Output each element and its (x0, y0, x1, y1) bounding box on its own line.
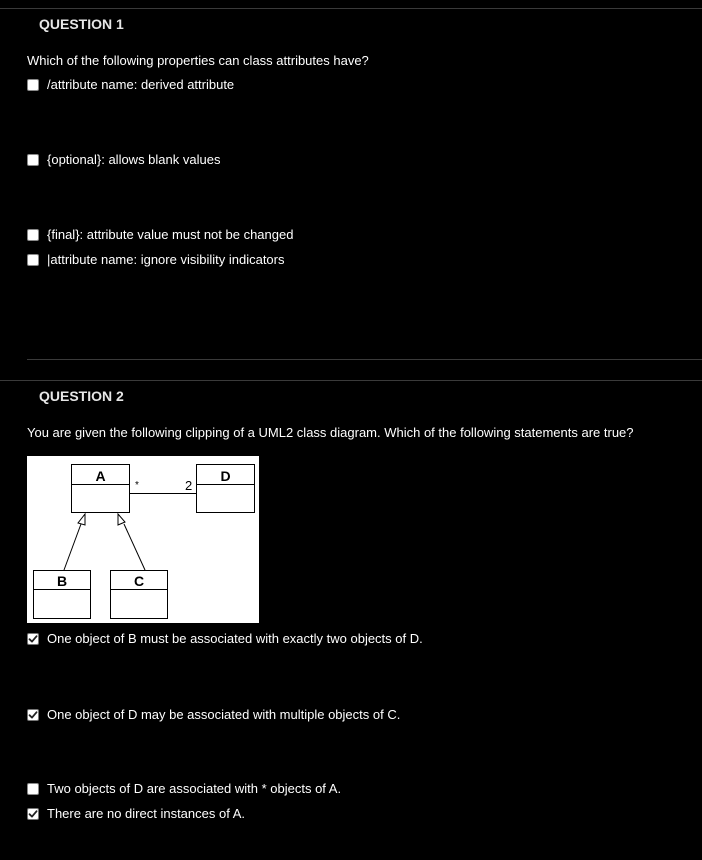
q1-option-1-label: /attribute name: derived attribute (47, 77, 235, 92)
multiplicity-a: * (135, 480, 139, 491)
class-b-name: B (56, 573, 68, 589)
q2-option-4-label: There are no direct instances of A. (47, 806, 245, 821)
uml-class-diagram (27, 456, 259, 623)
multiplicity-d: 2 (185, 478, 193, 493)
q1-option-1-checkbox[interactable] (27, 79, 39, 91)
class-c-name: C (133, 573, 145, 589)
question1-prompt: Which of the following properties can class attributes have? (27, 53, 369, 68)
q1-option-2[interactable] (27, 152, 220, 167)
q2-option-1[interactable] (27, 631, 423, 646)
checkmark-icon (28, 634, 38, 644)
q2-option-2-checkbox[interactable] (27, 709, 39, 721)
q1-option-3[interactable] (27, 227, 293, 242)
q2-option-4-checkbox[interactable] (27, 808, 39, 820)
q2-option-1-checkbox[interactable] (27, 633, 39, 645)
q1-option-1[interactable] (27, 77, 234, 92)
q2-option-3-label: Two objects of D are associated with * objects of A. (47, 781, 342, 796)
q2-option-2-label: One object of D may be associated with multiple objects of C. (47, 707, 401, 722)
question1-title: QUESTION 1 (39, 16, 124, 32)
q1-option-2-label: {optional}: allows blank values (47, 152, 221, 167)
checkmark-icon (28, 809, 38, 819)
q1-option-4[interactable] (27, 252, 285, 267)
q2-option-4[interactable] (27, 806, 245, 821)
q2-option-3-checkbox[interactable] (27, 783, 39, 795)
question2-prompt: You are given the following clipping of a UML2 class diagram. Which of the following statements are true? (27, 425, 634, 440)
q2-option-3[interactable] (27, 781, 341, 796)
q1-option-2-checkbox[interactable] (27, 154, 39, 166)
q1-option-3-checkbox[interactable] (27, 229, 39, 241)
generalization-b-a (64, 524, 81, 570)
q1-option-3-label: {final}: attribute value must not be changed (47, 227, 294, 242)
class-d-name: D (220, 468, 231, 484)
class-a-name: A (95, 468, 106, 484)
question2-title: QUESTION 2 (39, 388, 124, 404)
question2-top-divider (0, 380, 702, 381)
top-divider (0, 8, 702, 9)
generalization-c-a (124, 524, 145, 570)
question1-bottom-divider (27, 359, 702, 360)
checkmark-icon (28, 710, 38, 720)
q1-option-4-label: |attribute name: ignore visibility indicators (47, 252, 285, 267)
q2-option-1-label: One object of B must be associated with exactly two objects of D. (47, 631, 423, 646)
q1-option-4-checkbox[interactable] (27, 254, 39, 266)
q2-option-2[interactable] (27, 707, 400, 722)
